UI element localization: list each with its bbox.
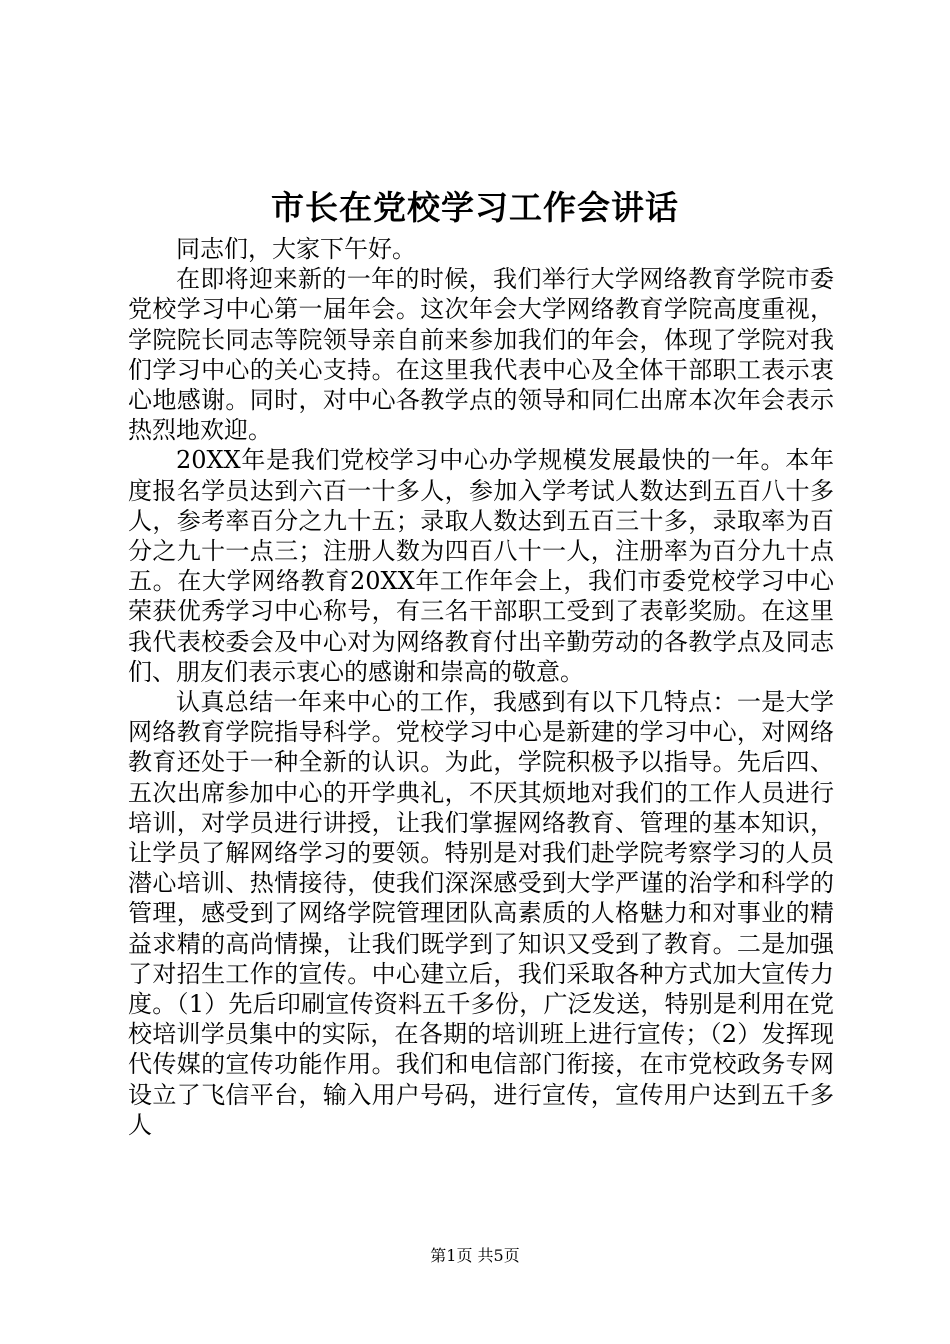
document-title: 市长在党校学习工作会讲话 <box>271 188 679 227</box>
paragraph-opening: 在即将迎来新的一年的时候，我们举行大学网络教育学院市委党校学习中心第一届年会。这次年会大学网络教育学院高度重视，学院院长同志等院领导亲自前来参加我们的年会，体现了学院对我们学习中心的关心支持。在这里我代表中心及全体干部职工表示衷心地感谢。同时，对中心各教学点的领导和同仁出席本次年会表示热烈地欢迎。 <box>128 265 834 445</box>
document-body <box>128 234 834 1140</box>
paragraph-greeting: 同志们，大家下午好。 <box>176 235 416 263</box>
paragraph-summary: 认真总结一年来中心的工作，我感到有以下几特点：一是大学网络教育学院指导科学。党校学习中心是新建的学习中心，对网络教育还处于一种全新的认识。为此，学院积极予以指导。先后四、五次出席参加中心的开学典礼，不厌其烦地对我们的工作人员进行培训，对学员进行讲授，让我们掌握网络教育、管理的基本知识，让学员了解网络学习的要领。特别是对我们赴学院考察学习的人员潜心培训、热情接待，使我们深深感受到大学严谨的治学和科学的管理，感受到了网络学院管理团队高素质的人格魅力和对事业的精益求精的高尚情操，让我们既学到了知识又受到了教育。二是加强了对招生工作的宣传。中心建立后，我们采取各种方式加大宣传力度。（1）先后印刷宣传资料五千多份，广泛发送，特别是利用在党校培训学员集中的实际，在各期的培训班上进行宣传；（2）发挥现代传媒的宣传功能作用。我们和电信部门衔接，在市党校政务专网设立了飞信平台，输入用户号码，进行宣传，宣传用户达到五千多人 <box>128 688 834 1139</box>
page-number: 第1页 共5页 <box>430 1246 520 1265</box>
paragraph-achievements: 20XX年是我们党校学习中心办学规模发展最快的一年。本年度报名学员达到六百一十多人，参加入学考试人数达到五百八十多人，参考率百分之九十五；录取人数达到五百三十多，录取率为百分之九十一点三；注册人数为四百八十一人，注册率为百分九十点五。在大学网络教育20XX年工作年会上，我们市委党校学习中心荣获优秀学习中心称号，有三名干部职工受到了表彰奖励。在这里我代表校委会及中心对为网络教育付出辛勤劳动的各教学点及同志们、朋友们表示衷心的感谢和崇高的敬意。 <box>128 446 834 686</box>
